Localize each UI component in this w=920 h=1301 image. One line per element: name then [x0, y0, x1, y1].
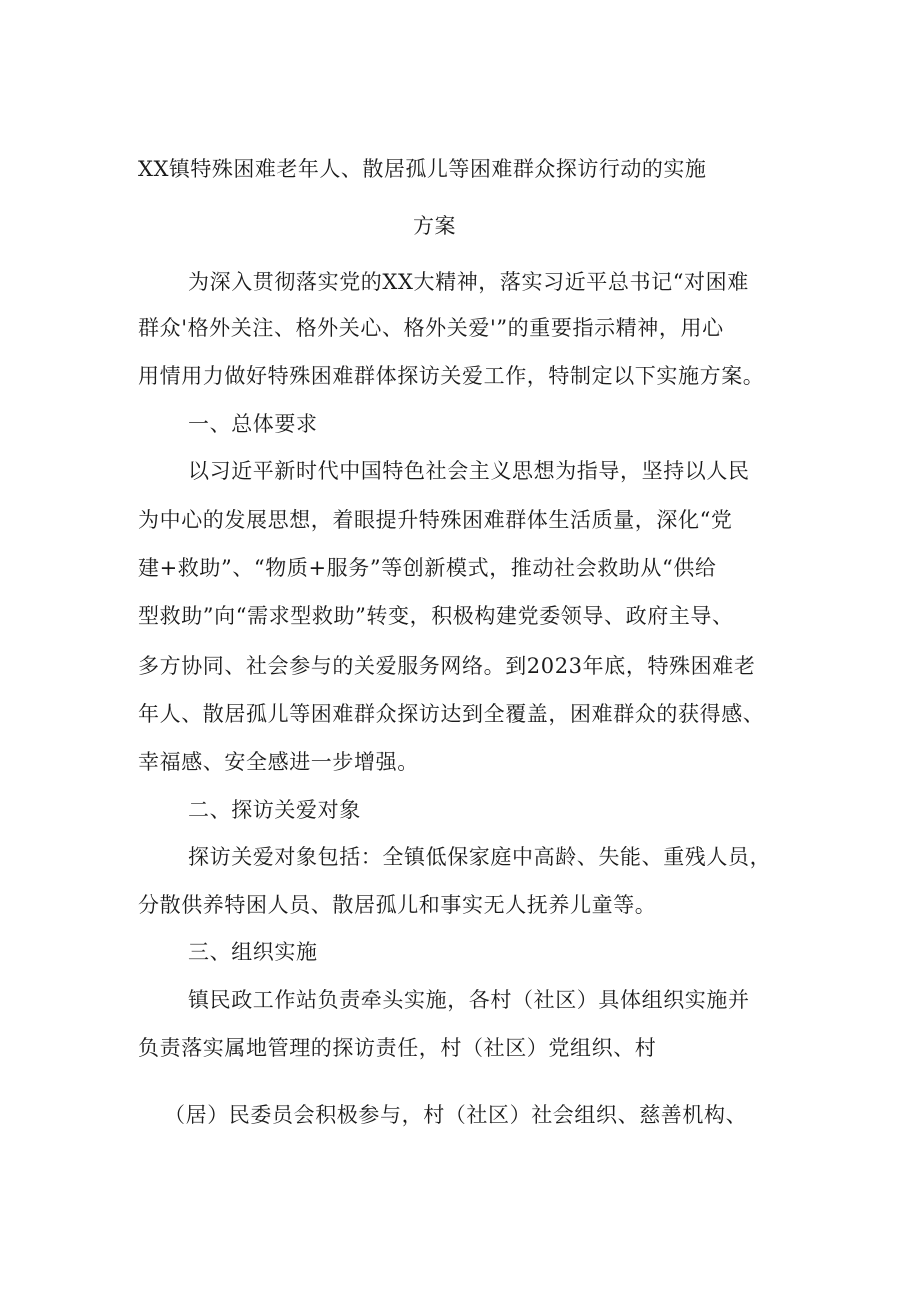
paragraph-line: （居）民委员会积极参与，村（社区）社会组织、慈善机构、 — [164, 1103, 748, 1127]
paragraph-line: 以习近平新时代中国特色社会主义思想为指导，坚持以人民 — [188, 459, 750, 483]
document-title-line-2: 方案 — [413, 214, 456, 238]
document-title-line-1: XX镇特殊困难老年人、散居孤儿等困难群众探访行动的实施 — [138, 157, 707, 181]
paragraph-line: 建+救助”、“物质+服务”等创新模式，推动社会救助从“供给 — [138, 556, 717, 580]
paragraph-line: 多方协同、社会参与的关爱服务网络。到2023年底，特殊困难老 — [138, 654, 756, 678]
paragraph-line: 镇民政工作站负责牵头实施，各村（社区）具体组织实施并 — [188, 988, 750, 1012]
paragraph-line: 探访关爱对象包括：全镇低保家庭中高龄、失能、重残人员， — [188, 845, 772, 869]
paragraph-line: 幸福感、安全感进一步增强。 — [138, 750, 419, 774]
paragraph-line: 分散供养特困人员、散居孤儿和事实无人抚养儿童等。 — [138, 893, 657, 917]
section-heading: 一、总体要求 — [188, 412, 318, 436]
paragraph-line: 为中心的发展思想，着眼提升特殊困难群体生活质量，深化“党 — [138, 508, 733, 532]
paragraph-line: 型救助”向“需求型救助”转变，积极构建党委领导、政府主导、 — [138, 604, 734, 628]
section-heading: 二、探访关爱对象 — [188, 798, 361, 822]
section-heading: 三、组织实施 — [188, 940, 318, 964]
paragraph-line: 负责落实属地管理的探访责任，村（社区）党组织、村 — [138, 1036, 657, 1060]
paragraph-line: 为深入贯彻落实党的XX大精神，落实习近平总书记“对困难 — [188, 270, 749, 294]
paragraph-line: 年人、散居孤儿等困难群众探访达到全覆盖，困难群众的获得感、 — [138, 702, 765, 726]
paragraph-line: 群众'格外关注、格外关心、格外关爱'”的重要指示精神，用心 — [138, 316, 724, 340]
paragraph-line: 用情用力做好特殊困难群体探访关爱工作，特制定以下实施方案。 — [138, 364, 765, 388]
